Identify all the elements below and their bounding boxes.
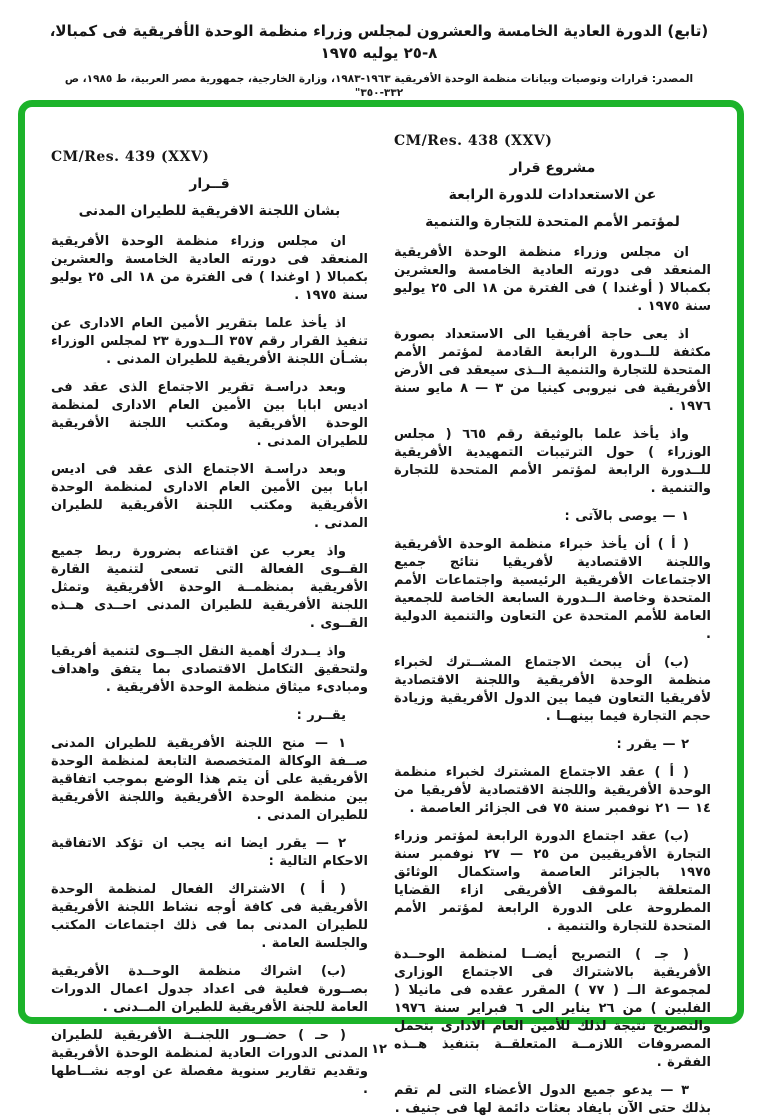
paragraph: ( حـ ) حضــور اللجنــة الأفريقية للطيران المدنى الدورات العادية لمنظمة الوحدة الأفريقية وتقديم تقارير سنوية مفصلة عن اوجه نشــاطها . bbox=[51, 1028, 368, 1097]
session-title: (تابع) الدورة العادية الخامسة والعشرون لمجلس وزراء منظمة الوحدة الأفريقية فى كمبالا، ٨-٢٥ يوليه ١٩٧٥ bbox=[49, 22, 709, 62]
paragraph: (ب) عقد اجتماع الدورة الرابعة لمؤتمر وزراء التجارة الأفريقيين من ٢٥ — ٢٧ نوفمبر سنة ١٩٧٥ بالجزائر العاصمة واستكمال الوثائق المتعلقة بالموقف الأفريقى ازاء القضايا المطروحة على الدورة الرابعة لمؤتمر الأمم المتحدة للتجارة والتنمية . bbox=[394, 829, 711, 934]
resolution-438-column bbox=[394, 133, 712, 1116]
paragraph: واذ يعرب عن اقتناعه بضرورة ربط جميع القــوى الفعالة التى تسعى لتنمية القارة الأفريقية بمنظمــة الوحدة الأفريقية وتمثل اللجنة الأفريقية للطيران المدنى احــدى هــذه القــوى . bbox=[51, 544, 368, 631]
resolution-438-title-line2: عن الاستعدادات للدورة الرابعة bbox=[448, 187, 657, 203]
paragraph-numbered: ٢ — يقرر : bbox=[616, 737, 689, 752]
paragraph: ٢ — يقرر ايضا انه يجب ان تؤكد الاتفاقية الاحكام التالية : bbox=[51, 836, 368, 869]
resolution-439-title-line1: قــرار bbox=[189, 176, 230, 192]
resolution-439-column bbox=[51, 149, 368, 1097]
paragraph: ( أ ) الاشتراك الفعال لمنظمة الوحدة الأفريقية فى كافة أوجه نشاط اللجنة الأفريقية للطيران المدنى بما فى ذلك اجتماعات المكتب والجلسة العامة . bbox=[51, 882, 368, 951]
resolution-438-title-line3: لمؤتمر الأمم المتحدة للتجارة والتنمية bbox=[425, 214, 680, 230]
paragraph: ( أ ) أن يأخذ خبراء منظمة الوحدة الأفريقية واللجنة الاقتصادية لأفريقيا نتائج جميع الاجتماعات الأفريقية الرئيسية واجتماعات الأمم المتحدة وخاصة الــدورة السابعة الخاصة للجمعية العامة للأمم المتحدة عن التعاون والتنمية الدولية . bbox=[394, 537, 711, 642]
resolution-438-title bbox=[394, 155, 711, 236]
page-number: ١٢ bbox=[371, 1042, 387, 1057]
paragraph-numbered: يقــرر : bbox=[296, 708, 346, 723]
paragraph: ( أ ) عقد الاجتماع المشترك لخبراء منظمة الوحدة الأفريقية واللجنة الاقتصادية لأفريقيا من ١٤ — ٢١ نوفمبر سنة ٧٥ فى الجزائر العاصمة . bbox=[394, 765, 711, 816]
paragraph: ان مجلس وزراء منظمة الوحدة الأفريقية المنعقد فى دورته العادية الخامسة والعشرين بكمبالا ( اوغندا ) فى الفترة من ١٨ الى ٢٥ يوليو سنة ١٩٧٥ . bbox=[51, 234, 368, 303]
source-citation: المصدر: قرارات وتوصيات وبيانات منظمة الوحدة الأفريقية ١٩٦٣-١٩٨٣، وزارة الخارجية، جمهورية مصر العربية، ط ١٩٨٥، ص ٣٣٢-٣٥٠" bbox=[64, 73, 694, 99]
paragraph-numbered: ١ — يوصى بالآتى : bbox=[564, 509, 689, 524]
paragraph: واذ يــدرك أهمية النقل الجــوى لتنمية أفريقيا ولتحقيق التكامل الاقتصادى بما يتفق واهداف ومبادىء ميثاق منظمة الوحدة الأفريقية . bbox=[51, 644, 368, 695]
paragraph: ان مجلس وزراء منظمة الوحدة الأفريقية المنعقد فى دورته العادية الخامسة والعشرين بكمبالا ( أوغندا ) فى الفترة من ١٨ الى ٢٥ يوليو سنة ١٩٧٥ . bbox=[394, 245, 711, 314]
paragraph: وبعد دراسـة الاجتماع الذى عقد فى اديس ابابا بين الأمين العام الادارى لمنظمة الوحدة الأفريقية ومكتب اللجنة الأفريقية للطيران المدنى . bbox=[51, 462, 368, 531]
paragraph: (ب) اشراك منظمة الوحــدة الأفريقية بصــورة فعلية فى اعداد جدول اعمال الدورات العامة للجنة الأفريقية للطيران المــدنى . bbox=[51, 964, 368, 1015]
paragraph: اذ يأخذ علما بتقرير الأمين العام الادارى عن تنفيذ القرار رقم ٣٥٧ الــدورة ٢٣ لمجلس الوزراء بشـأن اللجنة الأفريقية للطيران المدنى . bbox=[51, 316, 368, 367]
paragraph: واذ يأخذ علما بالوثيقة رقم ٦٦٥ ( مجلس الوزراء ) حول الترتيبات التمهيدية الأفريقية للــدورة الرابعة لمؤتمر الأمم المتحدة للتجارة والتنمية . bbox=[394, 427, 711, 496]
paragraph: ٣ — يدعو جميع الدول الأعضاء التى لم تقم بذلك حتى الآن بايفاد بعثات دائمة لها فى جنيف . bbox=[394, 1083, 711, 1116]
resolution-439-title bbox=[51, 171, 368, 225]
resolution-438-ref: CM/Res. 438 (XXV) bbox=[394, 133, 553, 149]
resolution-438-title-line1: مشروع قرار bbox=[509, 160, 596, 176]
resolution-438-body bbox=[394, 244, 711, 1118]
resolution-439-title-line2: بشان اللجنة الافريقية للطيران المدنى bbox=[78, 203, 341, 219]
paragraph: وبعد دراسـة تقرير الاجتماع الذى عقد فى اديس ابابا بين الأمين العام الادارى لمنظمة الوحدة الأفريقية ومكتب اللجنة الأفريقية للطيران المدنى . bbox=[51, 380, 368, 449]
paragraph: اذ يعى حاجة أفريقيا الى الاستعداد بصورة مكثفة للــدورة الرابعة القادمة لمؤتمر الأمم المتحدة للتجارة والتنمية الــذى سيعقد فى الأرض الأفريقية فى نيروبى كينيا من ٣ — ٨ مايو سنة ١٩٧٦ . bbox=[394, 327, 711, 414]
resolution-439-body bbox=[51, 233, 368, 1099]
paragraph: (ب) أن يبحث الاجتماع المشــترك لخبراء منظمة الوحدة الأفريقية واللجنة الاقتصادية لأفريقيا التعاون فيما بين الدول الأفريقية وزيادة حجم التجارة فيما بينهــا . bbox=[394, 655, 711, 724]
paragraph: ١ — منح اللجنة الأفريقية للطيران المدنى صــفة الوكالة المتخصصة التابعة لمنظمة الوحدة الأفريقية على أن يتم هذا الوضع بموجب اتفاقية بين منظمة الوحدة الأفريقية واللجنة الأفريقية للطيران المدنى . bbox=[51, 736, 368, 823]
page-header bbox=[40, 20, 718, 100]
resolution-439-ref: CM/Res. 439 (XXV) bbox=[51, 149, 210, 165]
paragraph: ( جـ ) التصريح أيضــا لمنظمة الوحــدة الأفريقية بالاشتراك فى الاجتماع الوزارى لمجموعة الــ ( ٧٧ ) المقرر عقده فى مانيلا ( الفلبين ) من ٢٦ يناير الى ٦ فبراير سنة ١٩٧٦ والتصريح نتيجة لذلك للأمين العام الادارى بتحمل المصروفات اللازمــة المتعلقــة بتنفيذ هــذه الفقرة . bbox=[394, 947, 712, 1070]
